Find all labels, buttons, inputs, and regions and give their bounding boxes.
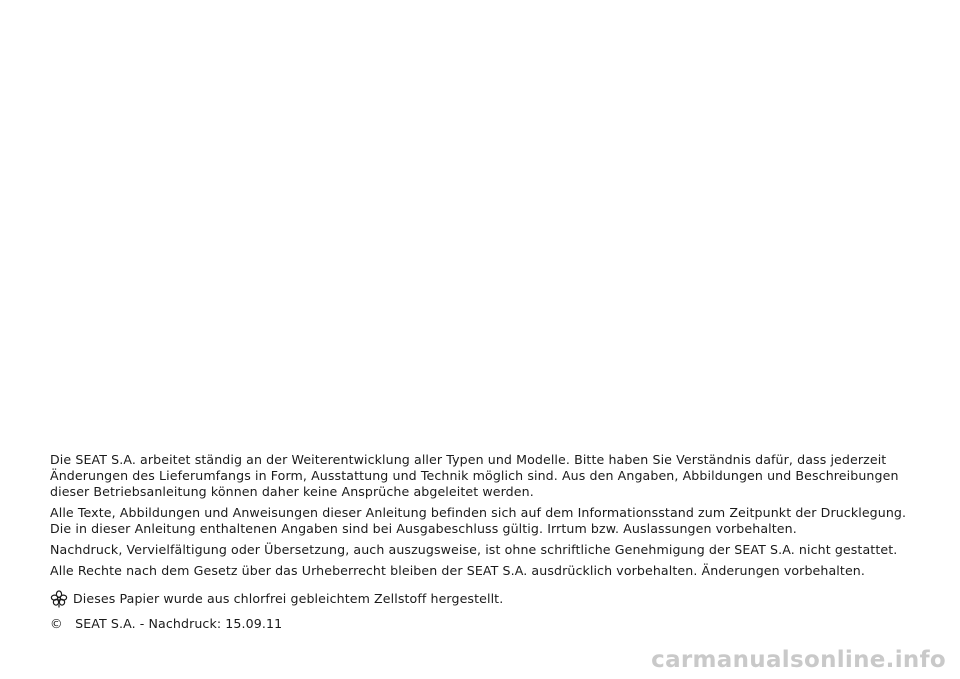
paragraph-line: Die SEAT S.A. arbeitet ständig an der Weiterentwicklung aller Typen und Modelle. Bitte haben Sie Verständnis dafür, dass jederzeit xyxy=(50,452,887,467)
flower-icon xyxy=(50,590,68,608)
paragraph-line: Änderungen des Lieferumfangs in Form, Ausstattung und Technik möglich sind. Aus den Angaben, Abbildungen und Beschreibungen xyxy=(50,468,899,483)
paragraph-line: dieser Betriebsanleitung können daher keine Ansprüche abgeleitet werden. xyxy=(50,484,534,499)
paragraph-copyright-law xyxy=(50,563,922,579)
paper-note xyxy=(50,590,922,608)
paragraph-line: Die in dieser Anleitung enthaltenen Angaben sind bei Ausgabeschluss gültig. Irrtum bzw. Auslassungen vorbehalten. xyxy=(50,521,797,536)
copyright-text: SEAT S.A. - Nachdruck: 15.09.11 xyxy=(75,616,283,631)
paragraph-line: Nachdruck, Vervielfältigung oder Übersetzung, auch auszugsweise, ist ohne schriftliche Genehmigung der SEAT S.A. nicht gestattet. xyxy=(50,542,898,557)
watermark: carmanualsonline.info xyxy=(651,647,946,673)
legal-notice xyxy=(50,452,922,632)
paragraph-reprint xyxy=(50,542,922,558)
paragraph-information-status xyxy=(50,505,922,537)
paragraph-development xyxy=(50,452,922,500)
copyright-line xyxy=(50,616,922,632)
paragraph-line: Alle Rechte nach dem Gesetz über das Urheberrecht bleiben der SEAT S.A. ausdrücklich vorbehalten. Änderungen vorbehalten. xyxy=(50,563,865,578)
paragraph-line: Alle Texte, Abbildungen und Anweisungen dieser Anleitung befinden sich auf dem Informationsstand zum Zeitpunkt der Drucklegung. xyxy=(50,505,907,520)
copyright-icon: © xyxy=(50,616,63,631)
paper-note-text: Dieses Papier wurde aus chlorfrei gebleichtem Zellstoff hergestellt. xyxy=(73,591,504,606)
